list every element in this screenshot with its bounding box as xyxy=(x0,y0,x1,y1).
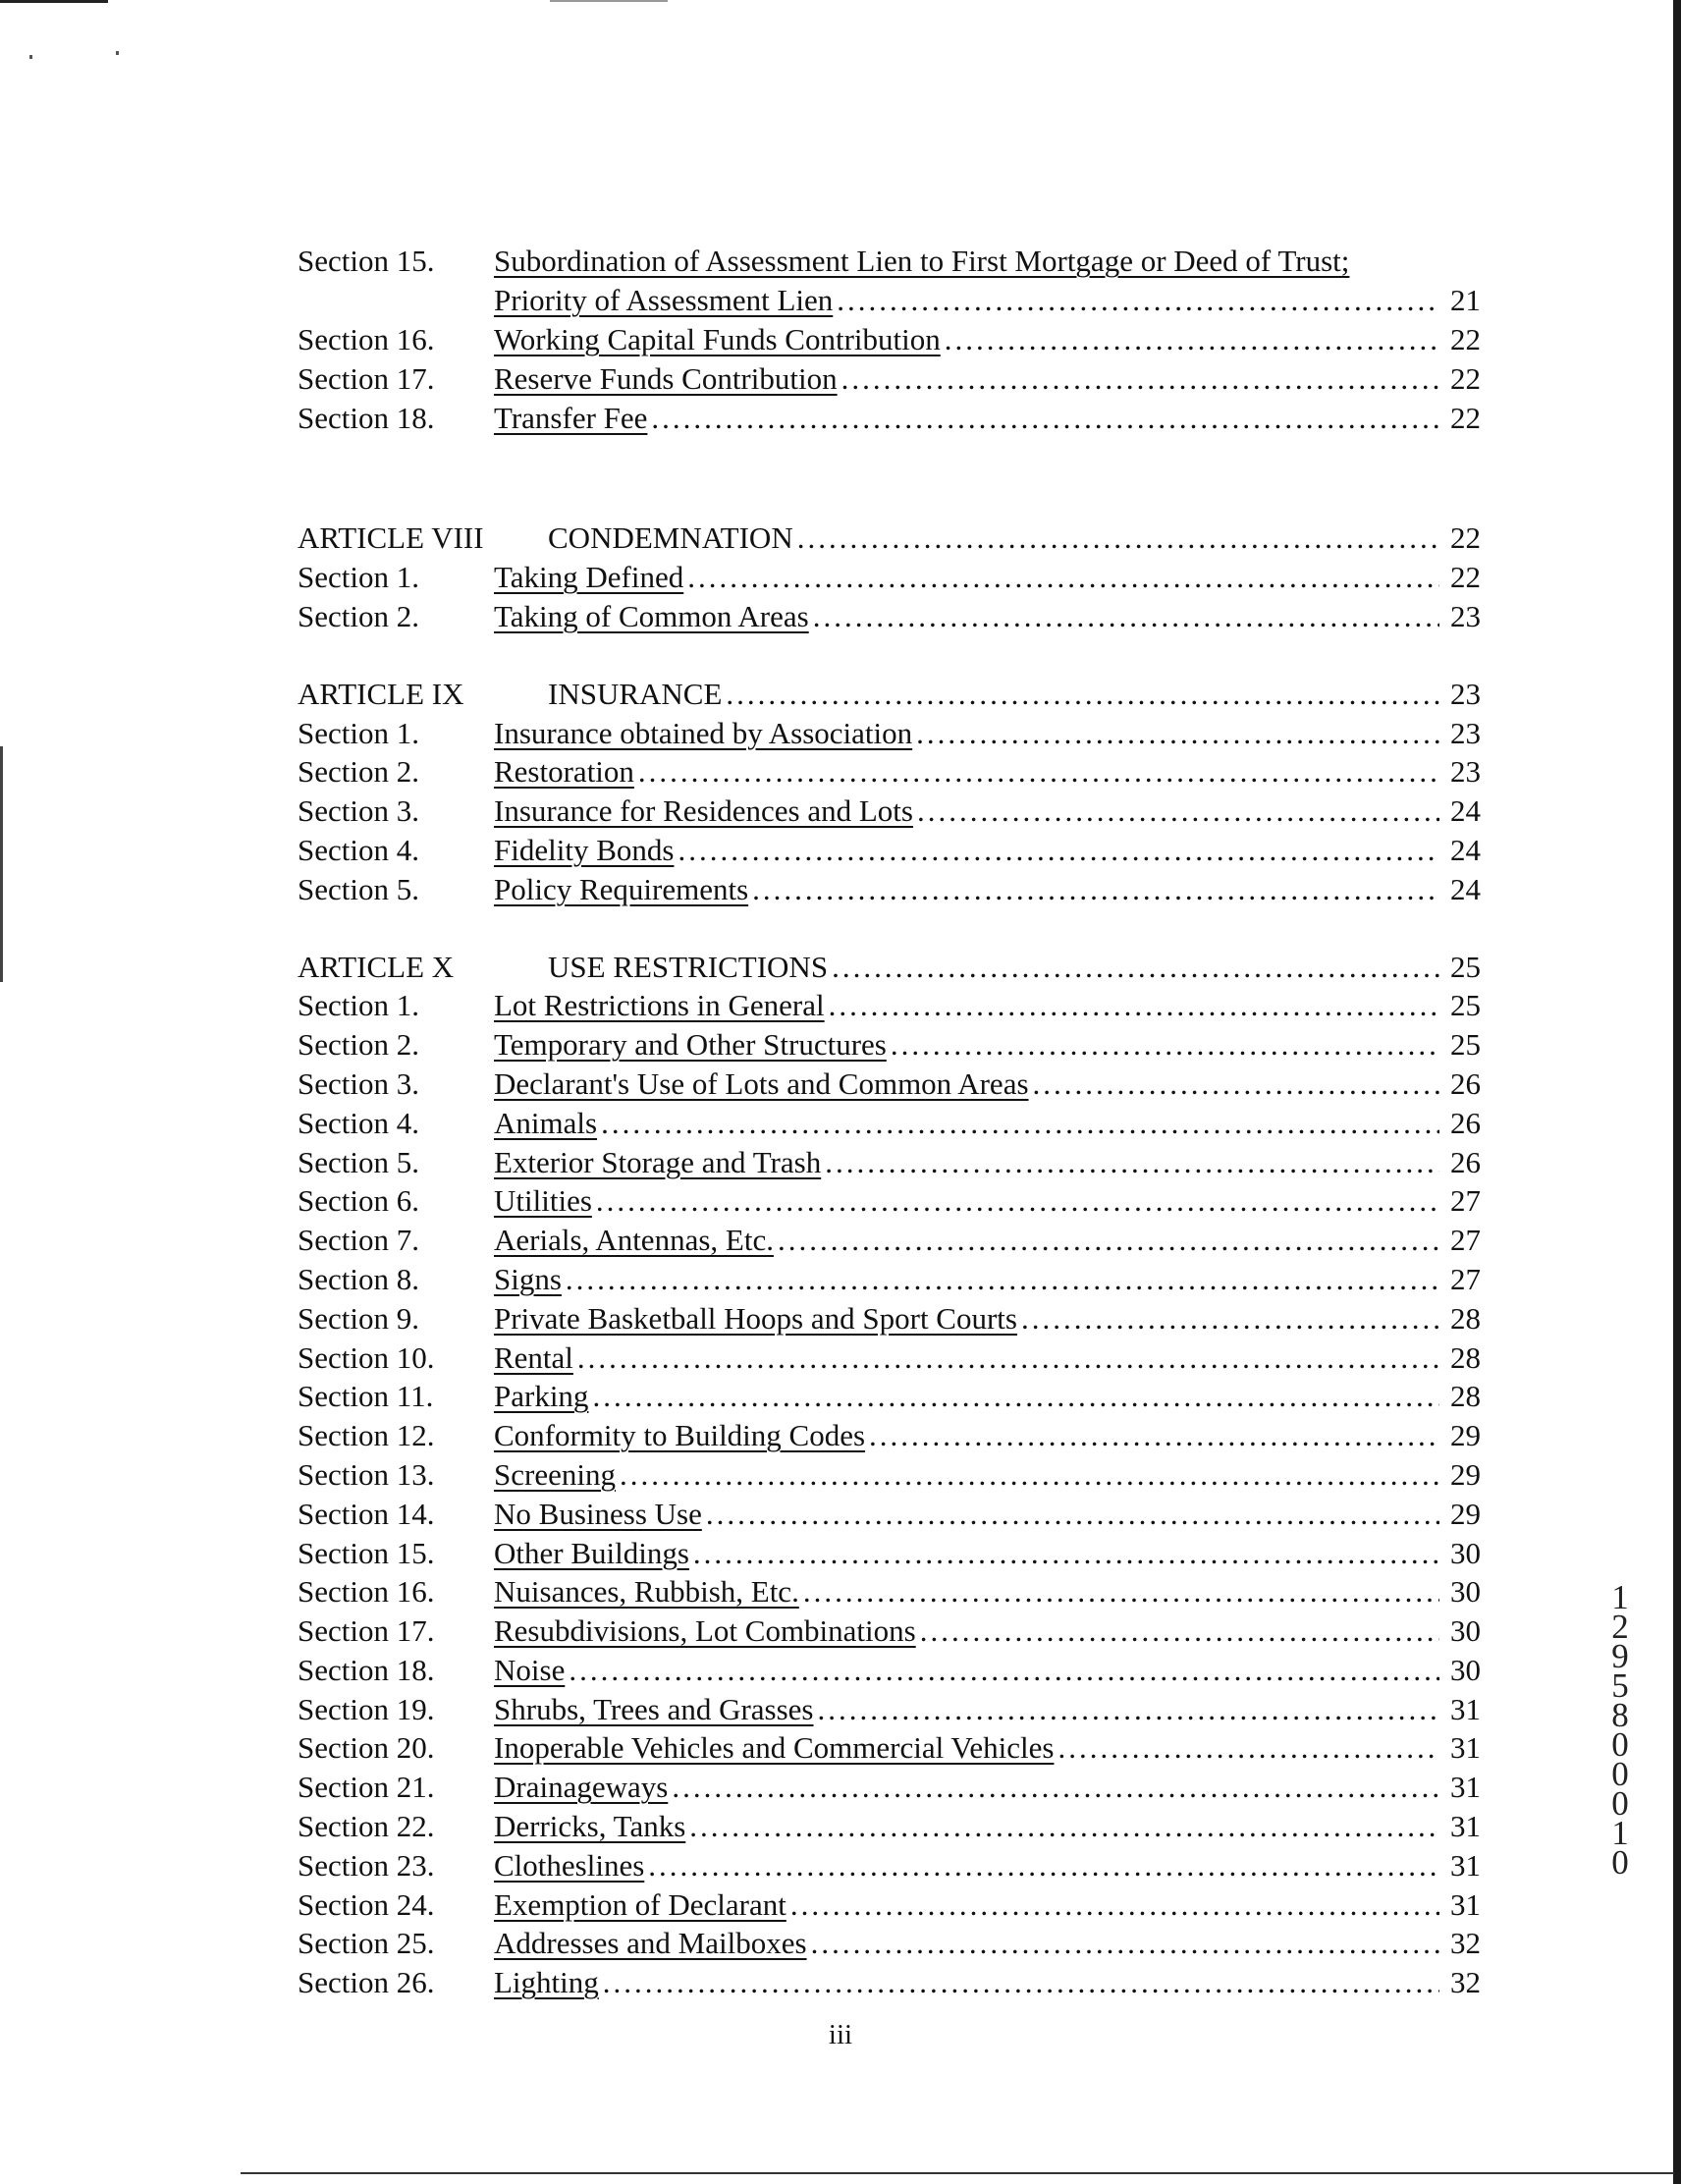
dot-leader xyxy=(1033,1068,1439,1099)
scan-speck xyxy=(116,51,119,55)
dot-leader xyxy=(620,1459,1439,1490)
dot-leader xyxy=(603,1967,1439,1997)
page-number: 29 xyxy=(1450,1456,1481,1492)
page-number: 25 xyxy=(1450,949,1481,984)
toc-entry xyxy=(298,1651,1481,1690)
page-footer-number: iii xyxy=(828,2019,853,2050)
article-label: ARTICLE IX xyxy=(298,676,464,711)
article-label: ARTICLE VIII xyxy=(298,520,484,556)
article-title: USE RESTRICTIONS xyxy=(548,949,829,984)
section-title: Private Basketball Hoops and Sport Courts xyxy=(494,1300,1017,1336)
dot-leader xyxy=(678,835,1439,865)
section-label: Section 14. xyxy=(298,1496,435,1531)
section-label: Section 2. xyxy=(298,598,419,633)
section-label: Section 18. xyxy=(298,400,435,435)
section-label: Section 3. xyxy=(298,793,419,829)
dot-leader xyxy=(803,1576,1439,1607)
toc-entry xyxy=(298,792,1481,831)
section-title: Temporary and Other Structures xyxy=(494,1027,887,1063)
toc-entry xyxy=(298,242,1481,281)
section-title: Taking Defined xyxy=(494,560,684,595)
section-label: Section 4. xyxy=(298,1105,419,1140)
page-number: 21 xyxy=(1450,283,1481,318)
toc-entry xyxy=(298,1221,1481,1260)
article-title: CONDEMNATION xyxy=(548,520,793,556)
article-heading xyxy=(298,519,1481,558)
stamp-digit: 0 xyxy=(1611,1755,1629,1793)
toc-entry xyxy=(298,1611,1481,1651)
page-number: 30 xyxy=(1450,1574,1481,1610)
page-number: 28 xyxy=(1450,1379,1481,1414)
section-label: Section 15. xyxy=(298,244,435,279)
toc-entry xyxy=(298,320,1481,359)
section-title: Exterior Storage and Trash xyxy=(494,1144,822,1179)
toc-entry xyxy=(298,1103,1481,1142)
dot-leader xyxy=(841,363,1439,394)
section-title: Working Capital Funds Contribution xyxy=(494,321,941,356)
page-number: 26 xyxy=(1450,1144,1481,1179)
section-title: Derricks, Tanks xyxy=(494,1809,686,1844)
section-title: Animals xyxy=(494,1105,598,1140)
toc-entry xyxy=(298,1338,1481,1377)
section-label: Section 3. xyxy=(298,1065,419,1101)
dot-leader xyxy=(689,1811,1439,1841)
dot-leader xyxy=(638,756,1439,787)
page-number: 31 xyxy=(1450,1809,1481,1844)
dot-leader xyxy=(818,1694,1440,1724)
stamp-digit: 8 xyxy=(1611,1696,1629,1734)
page-number: 32 xyxy=(1450,1926,1481,1961)
page-number: 29 xyxy=(1450,1496,1481,1531)
section-title: Nuisances, Rubbish, Etc. xyxy=(494,1574,799,1610)
dot-leader xyxy=(566,1264,1439,1294)
section-title: Lot Restrictions in General xyxy=(494,988,825,1023)
section-title: Subordination of Assessment Lien to First Mortgage or Deed of Trust; xyxy=(494,244,1350,279)
stamp-digit: 1 xyxy=(1611,1578,1629,1616)
toc-entry xyxy=(298,1377,1481,1416)
toc-entry xyxy=(298,1845,1481,1884)
section-label: Section 17. xyxy=(298,360,435,396)
section-label: Section 16. xyxy=(298,1574,435,1610)
stamp-digit: 0 xyxy=(1611,1725,1629,1764)
section-title: Insurance obtained by Association xyxy=(494,715,913,750)
section-label: Section 2. xyxy=(298,1027,419,1063)
page-number: 31 xyxy=(1450,1691,1481,1726)
article8-sections xyxy=(298,558,1481,636)
section-title: Policy Requirements xyxy=(494,871,749,906)
section-title: Rental xyxy=(494,1339,573,1375)
section-label: Section 20. xyxy=(298,1730,435,1766)
toc-entry xyxy=(298,1768,1481,1807)
dot-leader xyxy=(811,1928,1439,1958)
page-number: 25 xyxy=(1450,1027,1481,1063)
page-number: 23 xyxy=(1450,754,1481,790)
toc-entry xyxy=(298,1298,1481,1338)
section-label: Section 16. xyxy=(298,321,435,356)
section-title: Resubdivisions, Lot Combinations xyxy=(494,1613,916,1649)
page-number: 31 xyxy=(1450,1730,1481,1766)
section-title: Fidelity Bonds xyxy=(494,832,675,867)
page-number: 27 xyxy=(1450,1261,1481,1296)
section-title: Shrubs, Trees and Grasses xyxy=(494,1691,814,1726)
dot-leader xyxy=(920,1615,1439,1646)
section-title: Noise xyxy=(494,1652,566,1687)
toc-entry xyxy=(298,1963,1481,2002)
dot-leader xyxy=(648,1850,1439,1881)
dot-leader xyxy=(813,601,1439,631)
stamp-digit: 0 xyxy=(1611,1784,1629,1823)
dot-leader xyxy=(832,952,1439,982)
section-title: Transfer Fee xyxy=(494,400,648,435)
page-number: 22 xyxy=(1450,560,1481,595)
page-number: 30 xyxy=(1450,1535,1481,1570)
stamp-digit: 5 xyxy=(1611,1666,1629,1705)
page-number: 30 xyxy=(1450,1613,1481,1649)
page-number: 27 xyxy=(1450,1183,1481,1219)
dot-leader xyxy=(945,324,1439,355)
page-number: 30 xyxy=(1450,1652,1481,1687)
page-number: 29 xyxy=(1450,1418,1481,1453)
page-number: 26 xyxy=(1450,1105,1481,1140)
toc-entry xyxy=(298,752,1481,792)
section-title: Signs xyxy=(494,1261,562,1296)
toc-entry xyxy=(298,1494,1481,1533)
dot-leader xyxy=(752,874,1439,904)
section-title: Restoration xyxy=(494,754,634,790)
section-title: Lighting xyxy=(494,1965,599,2000)
toc-entry xyxy=(298,1416,1481,1455)
section-label: Section 1. xyxy=(298,988,419,1023)
page-number: 22 xyxy=(1450,321,1481,356)
page-number: 31 xyxy=(1450,1847,1481,1883)
dot-leader xyxy=(891,1029,1439,1060)
toc-entry xyxy=(298,1807,1481,1846)
dot-leader xyxy=(778,1225,1439,1255)
section-title: No Business Use xyxy=(494,1496,702,1531)
page-number: 22 xyxy=(1450,520,1481,556)
article-heading xyxy=(298,947,1481,986)
section-label: Section 7. xyxy=(298,1223,419,1258)
dot-leader xyxy=(693,1538,1439,1568)
stamp-digit: 9 xyxy=(1611,1637,1629,1675)
page-number: 31 xyxy=(1450,1770,1481,1805)
page-number: 26 xyxy=(1450,1065,1481,1101)
section-title: Priority of Assessment Lien xyxy=(494,283,834,318)
stamp-digit: 0 xyxy=(1611,1843,1629,1882)
stamp-digit: 2 xyxy=(1611,1608,1629,1646)
toc-entry xyxy=(298,1533,1481,1572)
page-number: 22 xyxy=(1450,400,1481,435)
section-title: Screening xyxy=(494,1456,616,1492)
toc-entry xyxy=(298,358,1481,398)
page-number: 24 xyxy=(1450,832,1481,867)
toc-entry xyxy=(298,1142,1481,1181)
section-label: Section 8. xyxy=(298,1261,419,1296)
dot-leader xyxy=(726,679,1439,709)
section-title: Inoperable Vehicles and Commercial Vehicles xyxy=(494,1730,1055,1766)
scan-edge-right xyxy=(1673,0,1681,2184)
section-title: Aerials, Antennas, Etc. xyxy=(494,1223,774,1258)
toc-entry xyxy=(298,1572,1481,1611)
dot-leader xyxy=(869,1420,1439,1450)
section-label: Section 9. xyxy=(298,1300,419,1336)
scan-edge-top xyxy=(0,0,108,3)
section-label: Section 12. xyxy=(298,1418,435,1453)
dot-leader xyxy=(1021,1303,1439,1334)
section-label: Section 18. xyxy=(298,1652,435,1687)
section-label: Section 1. xyxy=(298,560,419,595)
article-title: INSURANCE xyxy=(548,676,723,711)
toc-entry xyxy=(298,1689,1481,1728)
section-label: Section 4. xyxy=(298,832,419,867)
section-title: Drainageways xyxy=(494,1770,669,1805)
toc-entry xyxy=(298,398,1481,437)
page-number: 22 xyxy=(1450,360,1481,396)
toc-entry xyxy=(298,1884,1481,1924)
toc-entry xyxy=(298,597,1481,636)
section-label: Section 1. xyxy=(298,715,419,750)
dot-leader xyxy=(596,1185,1439,1216)
dot-leader xyxy=(687,562,1439,592)
toc-entry-continuation xyxy=(298,281,1481,320)
section-title: Insurance for Residences and Lots xyxy=(494,793,913,829)
page-number: 23 xyxy=(1450,715,1481,750)
toc-entry xyxy=(298,986,1481,1025)
page-number: 23 xyxy=(1450,598,1481,633)
dot-leader xyxy=(825,1147,1439,1177)
section-title: Other Buildings xyxy=(494,1535,689,1570)
page-number: 31 xyxy=(1450,1886,1481,1922)
table-of-contents xyxy=(298,242,1481,2002)
dot-leader xyxy=(916,718,1439,748)
toc-entry xyxy=(298,831,1481,870)
dot-leader xyxy=(577,1342,1439,1373)
page-number: 25 xyxy=(1450,988,1481,1023)
toc-entry xyxy=(298,1025,1481,1065)
section-label: Section 23. xyxy=(298,1847,435,1883)
section-label: Section 15. xyxy=(298,1535,435,1570)
section-title: Taking of Common Areas xyxy=(494,598,809,633)
dot-leader xyxy=(569,1655,1439,1685)
section-label: Section 10. xyxy=(298,1339,435,1375)
dot-leader xyxy=(601,1108,1439,1138)
section-label: Section 25. xyxy=(298,1926,435,1961)
section-label: Section 5. xyxy=(298,871,419,906)
article10-sections xyxy=(298,986,1481,2002)
section-label: Section 19. xyxy=(298,1691,435,1726)
stamp-digit: 1 xyxy=(1611,1814,1629,1852)
document-stamp-number xyxy=(1600,1578,1640,1882)
page-number: 32 xyxy=(1450,1965,1481,2000)
toc-entry xyxy=(298,869,1481,908)
dot-leader xyxy=(706,1499,1439,1529)
toc-entry xyxy=(298,713,1481,752)
page-number: 27 xyxy=(1450,1223,1481,1258)
toc-entry xyxy=(298,1455,1481,1495)
section-label: Section 22. xyxy=(298,1809,435,1844)
section-label: Section 6. xyxy=(298,1183,419,1219)
scan-speck xyxy=(29,55,32,59)
dot-leader xyxy=(672,1772,1439,1802)
page-number: 24 xyxy=(1450,871,1481,906)
dot-leader xyxy=(837,285,1439,315)
section-label: Section 21. xyxy=(298,1770,435,1805)
article9-sections xyxy=(298,713,1481,908)
toc-entry xyxy=(298,1260,1481,1299)
section-title: Utilities xyxy=(494,1183,592,1219)
dot-leader xyxy=(829,990,1439,1020)
page-number: 28 xyxy=(1450,1339,1481,1375)
section-title: Addresses and Mailboxes xyxy=(494,1926,807,1961)
section-title: Conformity to Building Codes xyxy=(494,1418,866,1453)
section-label: Section 5. xyxy=(298,1144,419,1179)
dot-leader xyxy=(651,403,1439,433)
section-label: Section 2. xyxy=(298,754,419,790)
toc-entry xyxy=(298,1065,1481,1104)
article-label: ARTICLE X xyxy=(298,949,455,984)
section-title: Declarant's Use of Lots and Common Areas xyxy=(494,1065,1029,1101)
page-number: 23 xyxy=(1450,676,1481,711)
section-title: Reserve Funds Contribution xyxy=(494,360,838,396)
section-label: Section 26. xyxy=(298,1965,435,2000)
scan-edge-bottom xyxy=(241,2172,1674,2174)
toc-entry xyxy=(298,1924,1481,1963)
toc-entry xyxy=(298,1181,1481,1221)
dot-leader xyxy=(1057,1732,1439,1763)
section-title: Exemption of Declarant xyxy=(494,1886,786,1922)
section-label: Section 13. xyxy=(298,1456,435,1492)
dot-leader xyxy=(797,522,1439,553)
toc-entry xyxy=(298,558,1481,597)
scan-edge-top-mark xyxy=(550,0,668,2)
article-heading xyxy=(298,674,1481,713)
toc-entry xyxy=(298,1728,1481,1768)
section-label: Section 24. xyxy=(298,1886,435,1922)
section-title: Parking xyxy=(494,1379,589,1414)
page-number: 28 xyxy=(1450,1300,1481,1336)
dot-leader xyxy=(790,1889,1439,1920)
section-label: Section 17. xyxy=(298,1613,435,1649)
section-label: Section 11. xyxy=(298,1379,434,1414)
section-title: Clotheslines xyxy=(494,1847,645,1883)
dot-leader xyxy=(917,795,1439,826)
scan-edge-left xyxy=(0,746,3,982)
dot-leader xyxy=(592,1381,1439,1411)
page-number: 24 xyxy=(1450,793,1481,829)
